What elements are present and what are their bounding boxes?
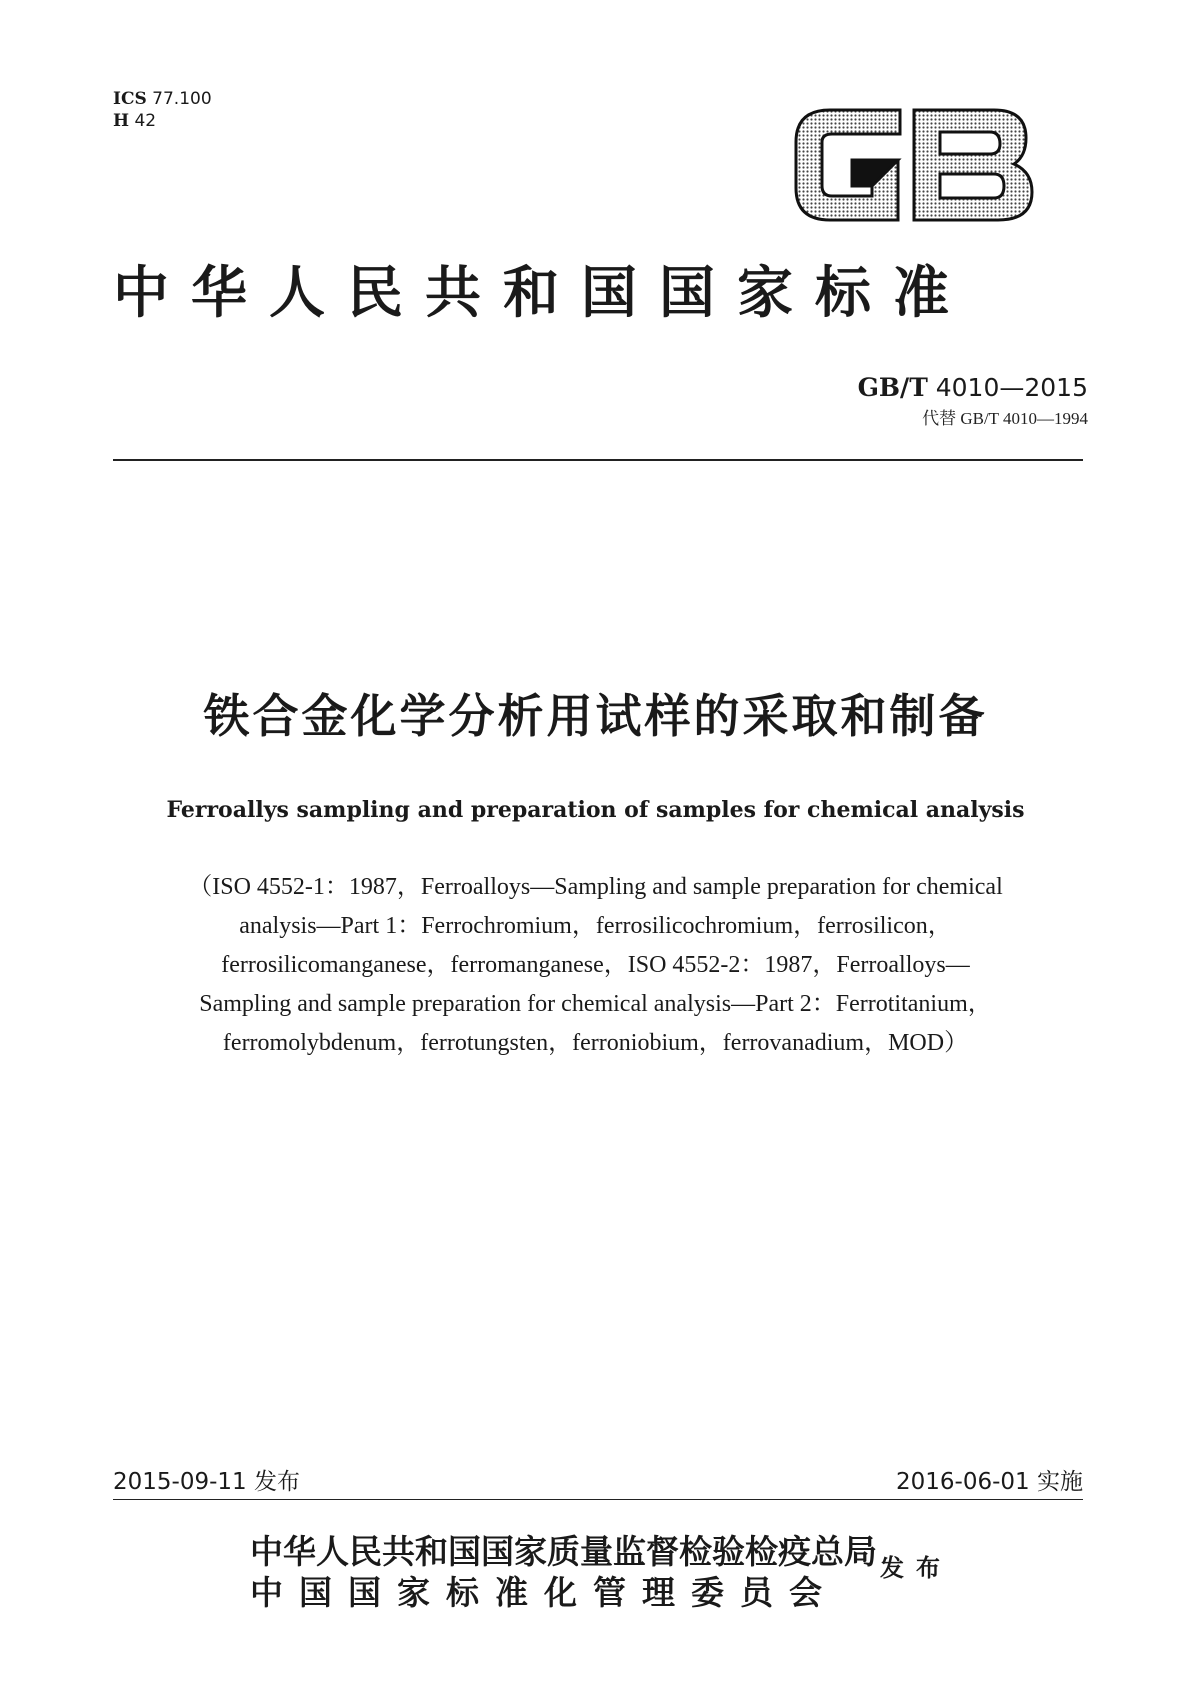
header-divider — [113, 459, 1083, 461]
document-title-cn: 铁合金化学分析用试样的采取和制备 — [203, 689, 988, 743]
effective-date: 2016-06-01 实施 — [896, 1469, 1083, 1495]
g-glyph — [796, 110, 900, 220]
ics-label: ICS — [113, 89, 147, 109]
issuing-organizations — [250, 1531, 877, 1613]
iso-reference-line: ferromolybdenum，ferrotungsten，ferroniobium，ferrovanadium，MOD） — [222, 1030, 969, 1056]
issue-label: 发布 — [880, 1554, 952, 1582]
ccs-value: 42 — [134, 111, 157, 131]
issuer-line: 中国国家标准化管理委员会 — [250, 1573, 838, 1612]
iso-reference-line: Sampling and sample preparation for chemical analysis—Part 2：Ferrotitanium， — [199, 991, 992, 1017]
ccs-line — [113, 110, 212, 132]
gb-logo-icon — [790, 102, 1040, 228]
ics-line — [113, 88, 212, 110]
standard-code: 4010—2015 — [935, 373, 1088, 402]
classification-codes — [113, 88, 212, 132]
footer-divider — [113, 1499, 1083, 1500]
standard-category-title: 中华人民共和国国家标准 — [113, 260, 971, 326]
iso-reference-line: analysis—Part 1：Ferrochromium，ferrosilicochromium，ferrosilicon， — [239, 913, 952, 939]
issuer-line: 中华人民共和国国家质量监督检验检疫总局 — [250, 1532, 877, 1571]
iso-reference — [0, 868, 1191, 1063]
issue-date: 2015-09-11 发布 — [113, 1469, 300, 1495]
ics-value: 77.100 — [152, 89, 212, 109]
iso-reference-line: ferrosilicomanganese，ferromanganese，ISO 4552-2：1987，Ferroalloys— — [221, 952, 970, 978]
standard-number — [858, 374, 1088, 402]
replaces-note: 代替 GB/T 4010—1994 — [922, 409, 1088, 428]
iso-reference-line: （ISO 4552-1：1987，Ferroalloys—Sampling and sample preparation for chemical — [188, 874, 1003, 900]
b-glyph — [914, 110, 1032, 220]
document-title-en: Ferroallys sampling and preparation of samples for chemical analysis — [166, 797, 1025, 823]
standard-prefix: GB/T — [857, 373, 928, 402]
ccs-label: H — [113, 111, 130, 131]
